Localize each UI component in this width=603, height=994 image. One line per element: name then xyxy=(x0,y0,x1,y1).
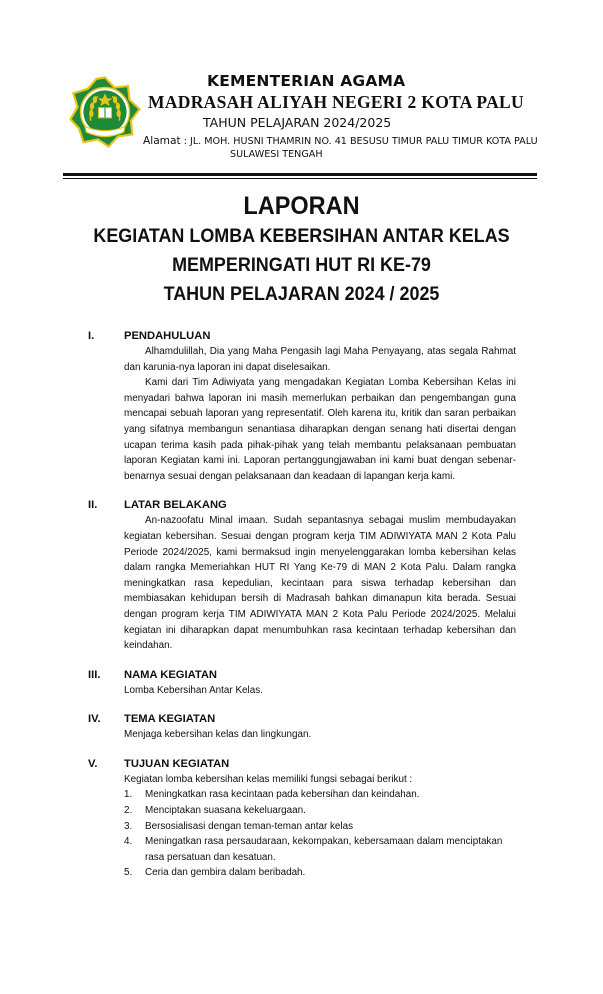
section-title: LATAR BELAKANG xyxy=(124,499,227,512)
address-text: JL. MOH. HUSNI THAMRIN NO. 41 BESUSU TIMUR PALU TIMUR KOTA PALU xyxy=(190,136,538,147)
section-number: V. xyxy=(88,757,98,770)
section-number: IV. xyxy=(88,713,101,726)
list-text: Menciptakan suasana kekeluargaan. xyxy=(145,805,306,817)
paragraph: Kegiatan lomba kebersihan kelas memiliki fungsi sebagai berikut : xyxy=(124,773,413,785)
list-number: 5. xyxy=(124,867,133,879)
address-province: SULAWESI TENGAH xyxy=(230,149,323,160)
school-year: TAHUN PELAJARAN 2024/2025 xyxy=(203,115,392,130)
title-line-3: TAHUN PELAJARAN 2024 / 2025 xyxy=(163,283,440,305)
section-nama-kegiatan xyxy=(0,667,603,699)
letterhead-divider xyxy=(63,173,537,176)
list-item xyxy=(124,787,516,803)
section-title: NAMA KEGIATAN xyxy=(124,668,218,681)
list-number: 4. xyxy=(124,836,133,848)
letterhead-divider-thin xyxy=(63,178,537,179)
section-title: PENDAHULUAN xyxy=(124,330,211,342)
section-body xyxy=(124,683,516,699)
paragraph: Lomba Kebersihan Antar Kelas. xyxy=(124,684,263,696)
section-tujuan-kegiatan xyxy=(0,756,603,881)
section-number: III. xyxy=(88,668,101,681)
title-main: LAPORAN xyxy=(243,192,360,220)
list-item xyxy=(124,834,516,865)
section-body xyxy=(124,772,516,881)
section-title: TEMA KEGIATAN xyxy=(124,713,216,726)
paragraph: An-nazoofatu Minal imaan. Sudah sepantasnya sebagai muslim membudayakan kegiatan kebersihan. Sesuai dengan program kerja TIM ADIWIYATA MAN 2 Kota Palu Periode 2024/2025, kami bermaksud ingin menyelenggarakan lomba kebersihan kelas dalam rangka Memeriahkan HUT RI Yang Ke-79 di MAN 2 Kota Palu. Dalam rangka meningkatkan rasa kepedulian, kecintaan para siswa terhadap kebersihan dan membiasakan kehidupan bersih di Madrasah bahkan dimanapun kita berada. Sesuai dengan program kerja TIM ADIWIYATA MAN 2 Kota Palu Periode 2024/2025. Melalui kegiatan ini diharapkan dapat menumbuhkan rasa kecintaan terhadap kebersihan dan keindahan. xyxy=(124,515,516,652)
paragraph: Kami dari Tim Adiwiyata yang mengadakan Kegiatan Lomba Kebersihan Kelas ini menyadari bahwa laporan ini masih memerlukan perbaikan dan pengembangan guna mencapai sebuah laporan yang representatif. Oleh karena itu, kritik dan saran perbaikan yang sifatnya membangun senantiasa diharapkan dengan senang hati disertai dengan ucapan terima kasih pada pihak-pihak yang telah membantu pelaksanaan pembuatan laporan Kegiatan kami ini. Laporan pertanggungjawaban ini kami buat dengan sebenar-benarnya sesuai dengan pelaksanaan dan keadaan di lapangan kerja kami. xyxy=(124,377,516,482)
list-item xyxy=(124,865,516,881)
section-number: II. xyxy=(88,499,98,512)
list-text: Bersosialisasi dengan teman-teman antar kelas xyxy=(145,820,354,832)
kemenag-logo-icon xyxy=(69,76,141,148)
section-latar-belakang xyxy=(0,497,603,653)
address-line xyxy=(143,135,538,147)
title-line-1: KEGIATAN LOMBA KEBERSIHAN ANTAR KELAS xyxy=(93,225,510,247)
list-number: 3. xyxy=(124,820,133,832)
objective-list xyxy=(124,787,516,881)
school-name: MADRASAH ALIYAH NEGERI 2 KOTA PALU xyxy=(148,92,524,112)
list-text: Ceria dan gembira dalam beribadah. xyxy=(145,867,306,879)
list-item xyxy=(124,803,516,819)
paragraph: Alhamdulillah, Dia yang Maha Pengasih lagi Maha Penyayang, atas segala Rahmat dan karunia-nya laporan ini dapat diselesaikan. xyxy=(124,346,516,373)
list-number: 2. xyxy=(124,805,133,817)
section-tema-kegiatan xyxy=(0,711,603,743)
list-text: Meningatkan rasa persaudaraan, kekompakan, kebersamaan dalam menciptakan rasa persatuan dan kesatuan. xyxy=(145,836,503,863)
letterhead xyxy=(0,0,603,180)
address-separator: : xyxy=(180,136,190,147)
section-title: TUJUAN KEGIATAN xyxy=(124,757,230,770)
report-body xyxy=(0,328,603,894)
paragraph: Menjaga kebersihan kelas dan lingkungan. xyxy=(124,729,312,741)
section-body xyxy=(124,727,516,743)
section-pendahuluan xyxy=(0,328,603,484)
section-body xyxy=(124,513,516,653)
title-line-2: MEMPERINGATI HUT RI KE-79 xyxy=(172,254,431,276)
report-title xyxy=(0,188,603,309)
list-text: Meningkatkan rasa kecintaan pada kebersihan dan keindahan. xyxy=(145,789,420,801)
list-item xyxy=(124,819,516,835)
section-body xyxy=(124,344,516,484)
list-number: 1. xyxy=(124,789,133,801)
address-label: Alamat xyxy=(143,135,181,147)
section-number: I. xyxy=(88,330,95,342)
ministry-name: KEMENTERIAN AGAMA xyxy=(207,72,406,90)
